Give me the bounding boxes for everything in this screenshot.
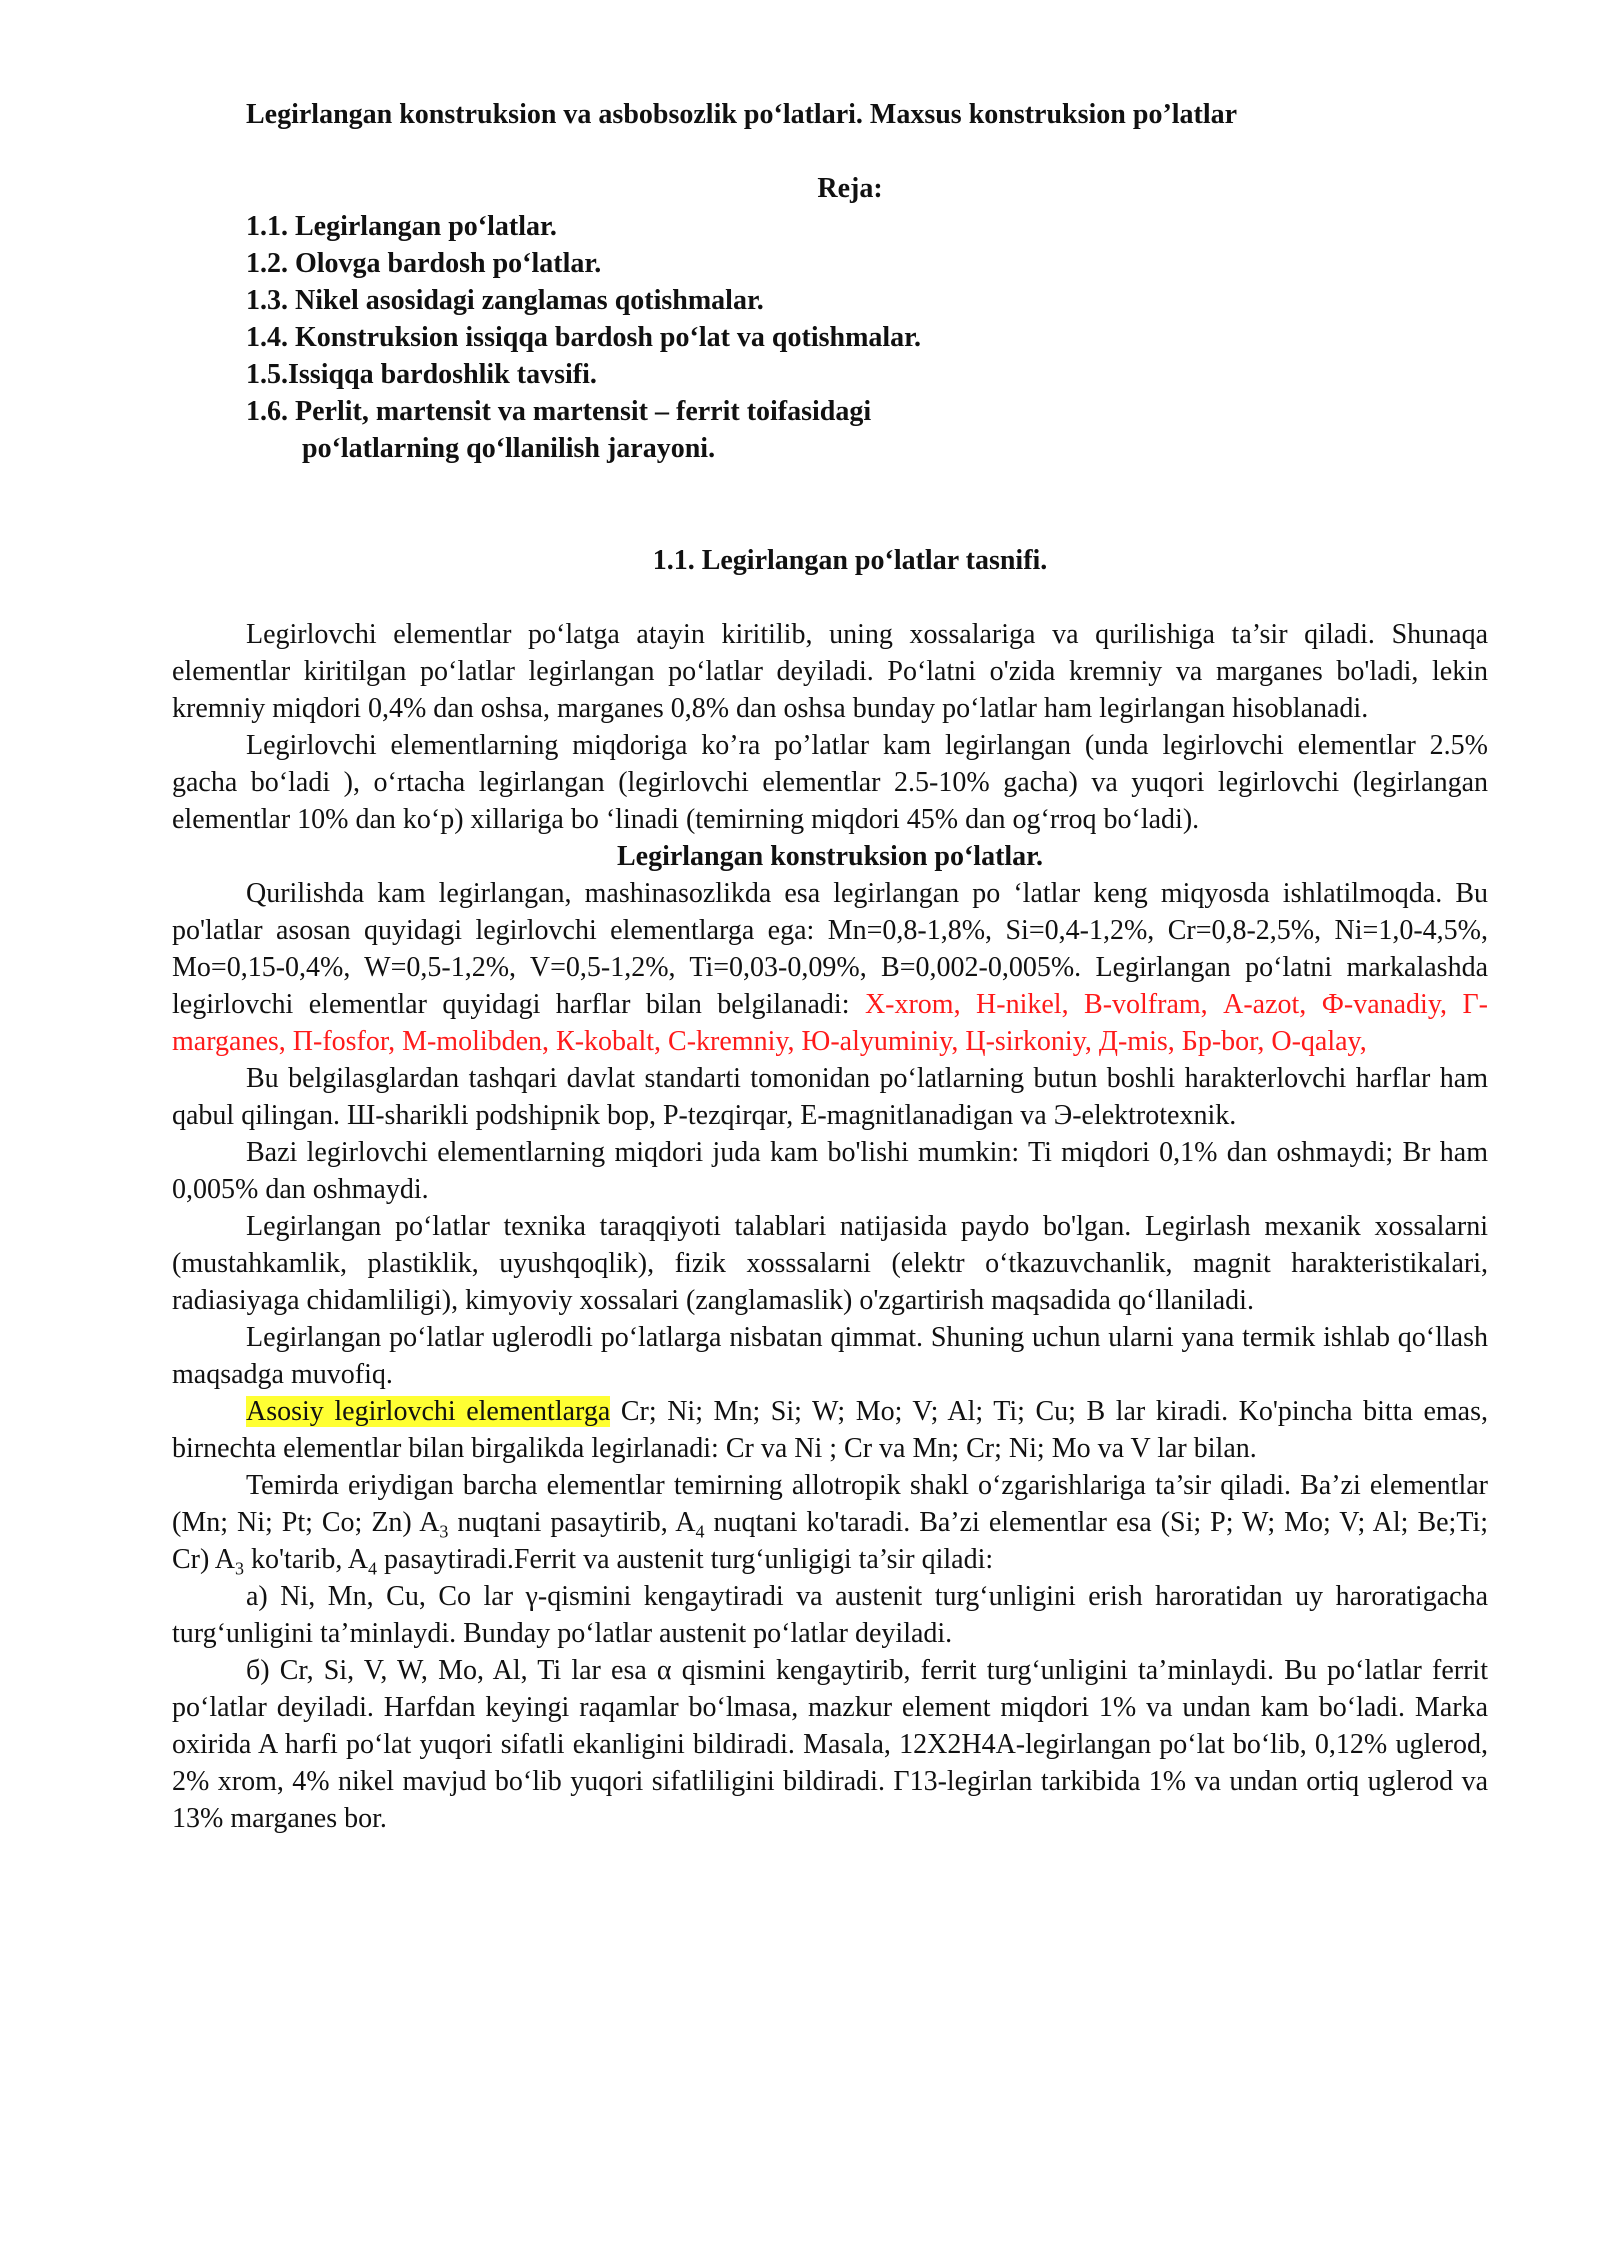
document-body bbox=[172, 616, 1488, 1837]
document-title: Legirlangan konstruksion va asbobsozlik po‘latlari. Maxsus konstruksion po’latlar bbox=[246, 99, 1238, 130]
plan-item-continuation: po‘latlarning qo‘llanilish jarayoni. bbox=[302, 433, 716, 464]
subscript-4: 4 bbox=[368, 1558, 378, 1579]
paragraph-6: Legirlangan po‘latlar texnika taraqqiyoti talablari natijasida paydo bo'lgan. Legirlash mexanik xossalarni (mustahkamlik, plastiklik, uyushqoqlik), fizik xosssalarni (elektr o‘tkazuvchanlik, magnit harakteristikalari, radiasiyaga chidamliligi), kimyoviy xossalari (zanglamaslik) o'zgartirish maqsadida qo‘llaniladi. bbox=[172, 1211, 1488, 1316]
paragraph-9-text: pasaytiradi.Ferrit va austenit turg‘unligigi ta’sir qiladi: bbox=[377, 1544, 994, 1575]
plan-item: 1.6. Perlit, martensit va martensit – ferrit toifasidagi bbox=[246, 396, 872, 427]
paragraph-4: Bu belgilasglardan tashqari davlat standarti tomonidan po‘latlarning butun boshli harakterlovchi harflar ham qabul qilingan. Ш-sharikli podshipnik bop, Р-tezqirqar, Е-magnitlanadigan va Э-elektrotexnik. bbox=[172, 1063, 1488, 1131]
plan-item: 1.4. Konstruksion issiqqa bardosh po‘lat va qotishmalar. bbox=[246, 322, 922, 353]
paragraph-1: Legirlovchi elementlar po‘latga atayin kiritilib, uning xossalariga va qurilishiga ta’sir qiladi. Shunaqa elementlar kiritilgan po‘latlar legirlangan po‘latlar deyiladi. Po‘latni o'zida kremniy va marganes bo'ladi, lekin kremniy miqdori 0,4% dan oshsa, marganes 0,8% dan oshsa bunday po‘latlar ham legirlangan hisoblanadi. bbox=[172, 619, 1488, 724]
highlighted-text: Asosiy legirlovchi elementlarga bbox=[246, 1396, 611, 1427]
plan-item: 1.2. Olovga bardosh po‘latlar. bbox=[246, 248, 602, 279]
subscript-3: 3 bbox=[235, 1558, 244, 1579]
section-title: 1.1. Legirlangan po‘latlar tasnifi. bbox=[652, 545, 1048, 576]
element-letters-list: Х-xrom, Н-nikel, В-volfram, А-azot, Ф-vanadiy, Г-marganes, П-fosfor, М-molibden, К-kobalt, С-kremniy, Ю-alyuminiy, Ц-sirkoniy, Д-mis, Бр-bor, О-qalay, bbox=[172, 989, 1488, 1057]
paragraph-11: б) Cr, Si, V, W, Mo, Al, Ti lar esa α qismini kengaytirib, ferrit turg‘unligini ta’minlaydi. Bu po‘latlar ferrit po‘latlar deyiladi. Harfdan keyingi raqamlar bo‘lmasa, mazkur element miqdori 1% va undan kam bo‘ladi. Marka oxirida A harfi po‘lat yuqori sifatli ekanligini bildiradi. Masala, 12Х2Н4А-legirlangan po‘lat bo‘lib, 0,12% uglerod, 2% xrom, 4% nikel mavjud bo‘lib yuqori sifatliligini bildiradi. Г13-legirlan tarkibida 1% va undan ortiq uglerod va 13% marganes bor. bbox=[172, 1655, 1488, 1834]
paragraph-9 bbox=[172, 1467, 1488, 1578]
paragraph-7: Legirlangan po‘latlar uglerodli po‘latlarga nisbatan qimmat. Shuning uchun ularni yana termik ishlab qo‘llash maqsadga muvofiq. bbox=[172, 1322, 1488, 1390]
paragraph-9-text: Temirda eriydigan barcha elementlar temirning allotropik shakl o‘zgarishlariga ta’sir qiladi. Ba’zi elementlar (Mn; Ni; Pt; Co; Zn) A bbox=[172, 1470, 1488, 1538]
paragraph-10: a) Ni, Mn, Cu, Co lar γ-qismini kengaytiradi va austenit turg‘unligini erish haroratidan uy haroratigacha turg‘unligini ta’minlaydi. Bunday po‘latlar austenit po‘latlar deyiladi. bbox=[172, 1581, 1488, 1649]
plan-list bbox=[246, 208, 1346, 467]
paragraph-8 bbox=[172, 1393, 1488, 1467]
paragraph-9-text: nuqtani ko'taradi. Ba’zi elementlar esa (Si; P; W; Mo; V; Al; Be;Ti; Cr) A bbox=[172, 1507, 1489, 1575]
paragraph-9-text: nuqtani pasaytirib, A bbox=[448, 1507, 696, 1538]
paragraph-3 bbox=[172, 875, 1488, 1060]
plan-item: 1.5.Issiqqa bardoshlik tavsifi. bbox=[246, 359, 597, 390]
subheading: Legirlangan konstruksion po‘latlar. bbox=[616, 841, 1044, 872]
paragraph-2: Legirlovchi elementlarning miqdoriga ko’ra po’latlar kam legirlangan (unda legirlovchi elementlar 2.5% gacha bo‘ladi ), o‘rtacha legirlangan (legirlovchi elementlar 2.5-10% gacha) va yuqori legirlovchi (legirlangan elementlar 10% dan ko‘p) xillariga bo ‘linadi (temirning miqdori 45% dan og‘rroq bo‘ladi). bbox=[172, 730, 1488, 835]
plan-item: 1.1. Legirlangan po‘latlar. bbox=[246, 211, 557, 242]
subscript-3: 3 bbox=[439, 1521, 449, 1542]
plan-heading: Reja: bbox=[817, 173, 883, 204]
paragraph-9-text: ko'tarib, A bbox=[244, 1544, 369, 1575]
paragraph-8-text: Cr; Ni; Mn; Si; W; Mo; V; Al; Ti; Cu; B lar kiradi. Ko'pincha bitta emas, birnechta elementlar bilan birgalikda legirlanadi: Cr va Ni ; Cr va Mn; Cr; Ni; Mo va V lar bilan. bbox=[172, 1396, 1488, 1464]
paragraph-5: Bazi legirlovchi elementlarning miqdori juda kam bo'lishi mumkin: Ti miqdori 0,1% dan oshmaydi; Br ham 0,005% dan oshmaydi. bbox=[172, 1137, 1488, 1205]
paragraph-3-text: Qurilishda kam legirlangan, mashinasozlikda esa legirlangan po ‘latlar keng miqyosda ishlatilmoqda. Bu po'latlar asosan quyidagi legirlovchi elementlarga ega: Mn=0,8-1,8%, Si=0,4-1,2%, Cr=0,8-2,5%, Ni=1,0-4,5%, Mo=0,15-0,4%, W=0,5-1,2%, V=0,5-1,2%, Ti=0,03-0,09%, B=0,002-0,005%. Legirlangan po‘latni markalashda legirlovchi elementlar quyidagi harflar bilan belgilanadi: bbox=[172, 878, 1488, 1020]
subscript-4: 4 bbox=[695, 1521, 705, 1542]
plan-item: 1.3. Nikel asosidagi zanglamas qotishmalar. bbox=[246, 285, 764, 316]
